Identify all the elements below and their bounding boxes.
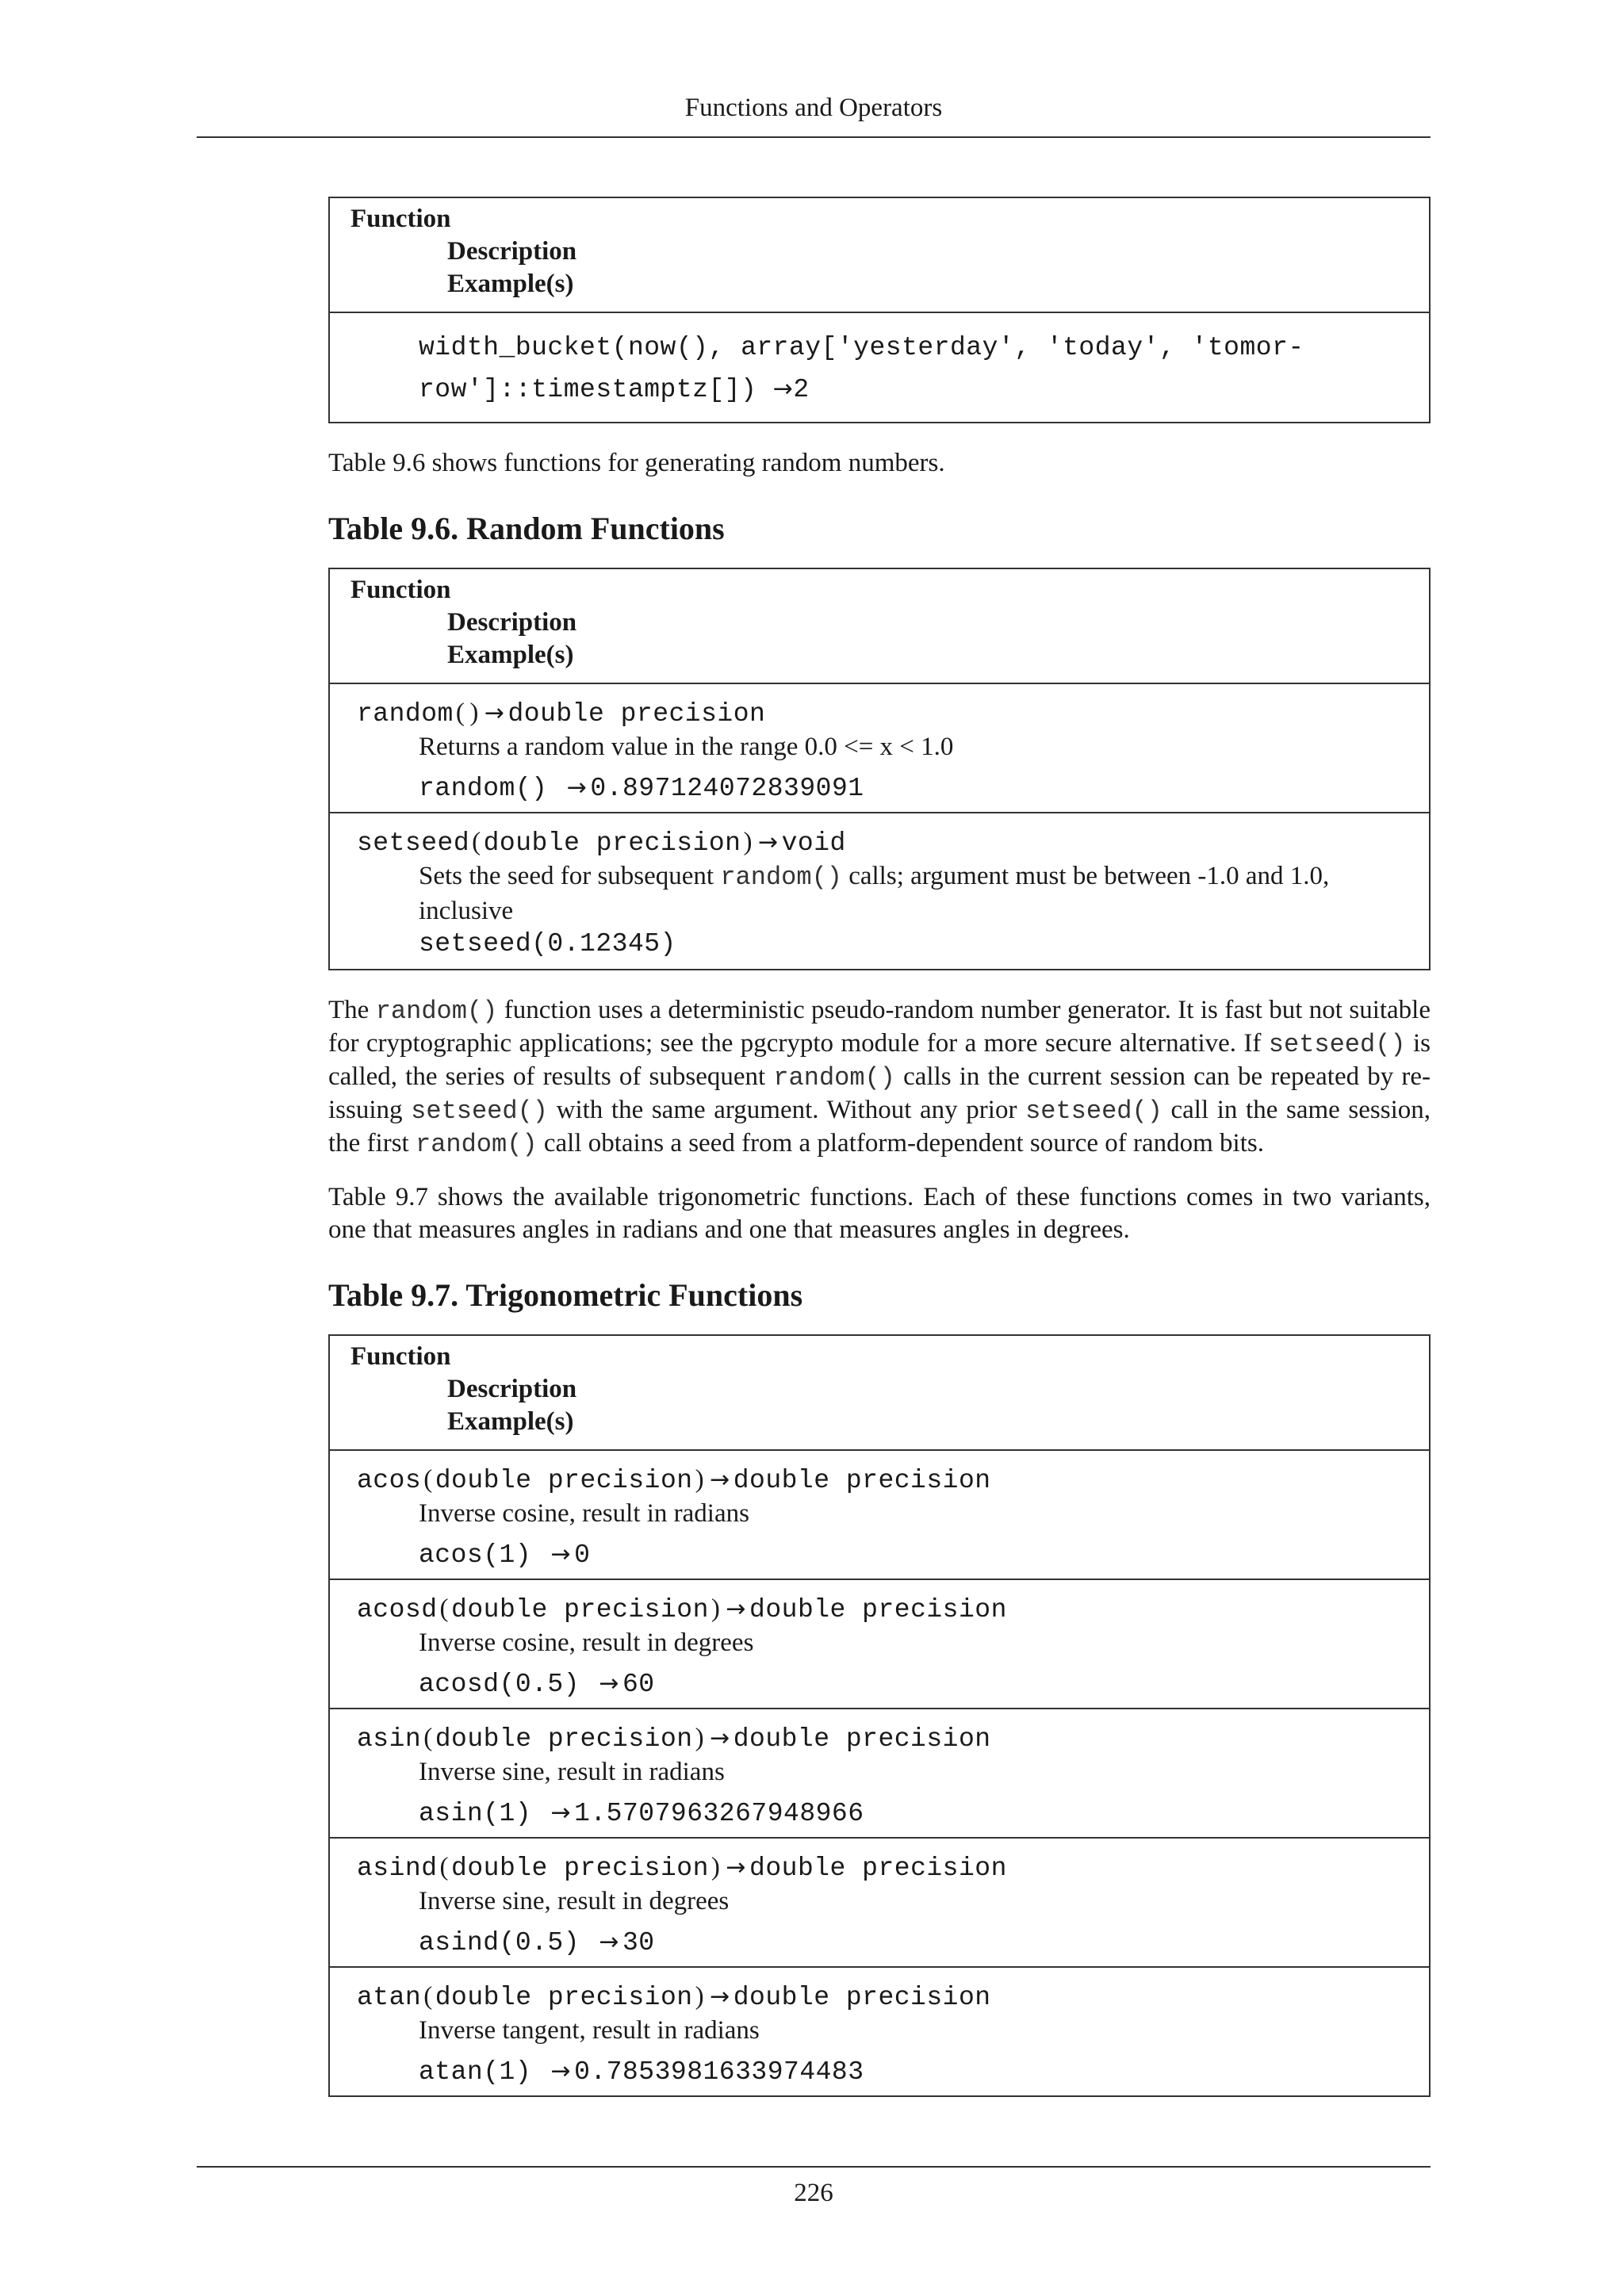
header-description: Description: [447, 608, 577, 637]
close-paren: ): [695, 1982, 705, 2011]
inline-code: random(): [720, 863, 842, 892]
table-row: [330, 1968, 1429, 2095]
open-paren: (: [472, 828, 481, 856]
table-row: [330, 1580, 1429, 1709]
function-args: double precision: [451, 1595, 709, 1624]
example-result: 60: [622, 1670, 655, 1699]
page-content: [328, 197, 1431, 2097]
table-title: Table 9.7. Trigonometric Functions: [328, 1277, 803, 1313]
close-paren: ): [710, 1594, 721, 1623]
example-line: width_bucket(now(), array['yesterday', 'today', 'tomor-: [419, 333, 1304, 362]
arrow-icon: →: [550, 2057, 572, 2085]
table-row: [330, 813, 1429, 969]
function-signature: [357, 697, 1413, 730]
table-row: [330, 684, 1429, 813]
text: is called, the series of results of subsequent: [328, 1029, 1431, 1091]
function-signature: [357, 1464, 1413, 1497]
function-signature: [357, 1722, 1413, 1755]
running-header: Functions and Operators: [684, 94, 943, 122]
arrow-icon: →: [550, 1540, 572, 1568]
close-paren: ): [710, 1853, 721, 1881]
function-name: atan: [357, 1983, 422, 2012]
inline-code: random(): [415, 1130, 538, 1159]
example-code: asind(0.5): [419, 1928, 580, 1957]
text: function uses a deterministic pseudo-random number generator. It is fast but not suitable for cryptographic applications; see the pgcrypto module for a more secure alternative. If: [328, 996, 1431, 1058]
continued-function-table: [328, 197, 1431, 423]
arrow-icon: →: [757, 828, 779, 856]
function-description: Inverse cosine, result in radians: [419, 1499, 749, 1528]
paragraph: Table 9.6 shows functions for generating random numbers.: [328, 449, 945, 477]
arrow-icon: →: [599, 1670, 619, 1697]
open-paren: (: [455, 698, 465, 727]
return-type: double precision: [733, 1724, 991, 1754]
header-description: Description: [447, 237, 577, 266]
function-args: double precision: [435, 1724, 693, 1754]
open-paren: (: [423, 1465, 433, 1494]
text: The: [328, 996, 370, 1024]
function-description: [357, 859, 1413, 928]
paragraph: [328, 994, 1431, 1161]
example-code: acosd(0.5): [419, 1670, 580, 1699]
table-title: Table 9.6. Random Functions: [328, 511, 725, 546]
return-type: double precision: [733, 1466, 991, 1495]
table-row: [330, 1709, 1429, 1839]
table-header: [330, 198, 1429, 313]
open-paren: (: [439, 1594, 450, 1623]
random-functions-table: [328, 568, 1431, 970]
header-examples: Example(s): [447, 641, 574, 669]
header-examples: Example(s): [447, 270, 574, 298]
function-example: [357, 2055, 1413, 2089]
inline-code: setseed(): [411, 1096, 548, 1126]
function-signature: [357, 1851, 1413, 1885]
close-paren: ): [695, 1724, 705, 1752]
example-result: 1.5707963267948966: [574, 1799, 864, 1828]
trigonometric-functions-table: [328, 1334, 1431, 2097]
function-args: double precision: [483, 828, 741, 858]
table-header: [330, 1336, 1429, 1451]
return-type: double precision: [749, 1854, 1007, 1883]
example-result: 2: [793, 375, 810, 404]
example-code: atan(1): [419, 2057, 532, 2087]
open-paren: (: [423, 1982, 433, 2011]
table-row: [330, 1839, 1429, 1968]
function-name: acosd: [357, 1595, 438, 1624]
function-description: Inverse tangent, result in radians: [419, 2016, 760, 2045]
text: call obtains a seed from a platform-dependent source of random bits.: [543, 1129, 1264, 1158]
table-row: [330, 1451, 1429, 1580]
example-code: setseed(0.12345): [419, 929, 676, 959]
function-example: [357, 1797, 1413, 1831]
arrow-icon: →: [550, 1799, 572, 1827]
open-paren: (: [423, 1724, 433, 1752]
function-name: setseed: [357, 828, 470, 858]
header-examples: Example(s): [447, 1407, 574, 1436]
page-number: 226: [794, 2179, 833, 2207]
function-example: [357, 1538, 1413, 1572]
arrow-icon: →: [484, 699, 505, 727]
inline-code: setseed(): [1268, 1030, 1406, 1059]
description-text: Sets the seed for subsequent: [419, 862, 714, 890]
paragraph: Table 9.7 shows the available trigonometric functions. Each of these functions comes in two variants, one that measures angles in radians and one that measures angles in degrees.: [328, 1183, 1431, 1244]
example-result: 0.7853981633974483: [574, 2057, 864, 2087]
close-paren: ): [695, 1465, 705, 1494]
text: call in the same session, the first: [328, 1096, 1431, 1158]
return-type: void: [781, 828, 846, 858]
header-function: Function: [350, 205, 451, 233]
example-code: row']::timestamptz[]): [419, 375, 757, 404]
function-signature: [357, 1593, 1413, 1626]
arrow-icon: →: [566, 774, 588, 802]
example-result: 30: [622, 1928, 655, 1957]
function-example: [357, 1926, 1413, 1960]
example-result: 0: [574, 1540, 591, 1570]
example-code: asin(1): [419, 1799, 532, 1828]
function-signature: [357, 826, 1413, 859]
function-example: [357, 771, 1413, 806]
header-description: Description: [447, 1375, 577, 1403]
inline-code: random(): [375, 997, 498, 1026]
return-type: double precision: [749, 1595, 1007, 1624]
function-description: Returns a random value in the range 0.0 <= x < 1.0: [419, 733, 954, 761]
function-name: acos: [357, 1466, 422, 1495]
function-args: double precision: [435, 1983, 693, 2012]
example-result: 0.897124072839091: [590, 774, 864, 803]
example-code: random(): [419, 774, 548, 803]
function-args: double precision: [451, 1854, 709, 1883]
table-header: [330, 569, 1429, 684]
close-paren: ): [469, 698, 479, 727]
arrow-icon: →: [599, 1928, 619, 1956]
close-paren: ): [743, 828, 753, 856]
function-name: asin: [357, 1724, 422, 1754]
inline-code: random(): [773, 1063, 895, 1093]
description-text: calls; argument must be between -1.0 and 1.0, inclusive: [419, 862, 1330, 925]
function-example: [357, 1667, 1413, 1701]
header-function: Function: [350, 576, 451, 604]
example-line: [419, 369, 1413, 411]
function-description: Inverse sine, result in radians: [419, 1758, 725, 1786]
function-name: random: [357, 699, 454, 729]
open-paren: (: [439, 1853, 450, 1881]
arrow-icon: →: [772, 375, 794, 403]
arrow-icon: →: [710, 1983, 730, 2011]
function-description: Inverse cosine, result in degrees: [419, 1628, 754, 1657]
header-rule: [197, 136, 1431, 138]
inline-code: setseed(): [1025, 1096, 1162, 1126]
text: with the same argument. Without any prior: [556, 1096, 1017, 1124]
arrow-icon: →: [726, 1595, 747, 1623]
function-signature: [357, 1980, 1413, 2014]
arrow-icon: →: [726, 1854, 747, 1881]
function-name: asind: [357, 1854, 438, 1883]
return-type: double precision: [733, 1983, 991, 2012]
return-type: double precision: [508, 699, 766, 729]
arrow-icon: →: [710, 1724, 730, 1752]
function-description: Inverse sine, result in degrees: [419, 1887, 730, 1915]
function-args: double precision: [435, 1466, 693, 1495]
table-row: [330, 313, 1429, 422]
header-function: Function: [350, 1342, 451, 1371]
arrow-icon: →: [710, 1466, 730, 1494]
text: calls in the current session can be repeated by re-issuing: [328, 1062, 1431, 1124]
example-code: acos(1): [419, 1540, 532, 1570]
